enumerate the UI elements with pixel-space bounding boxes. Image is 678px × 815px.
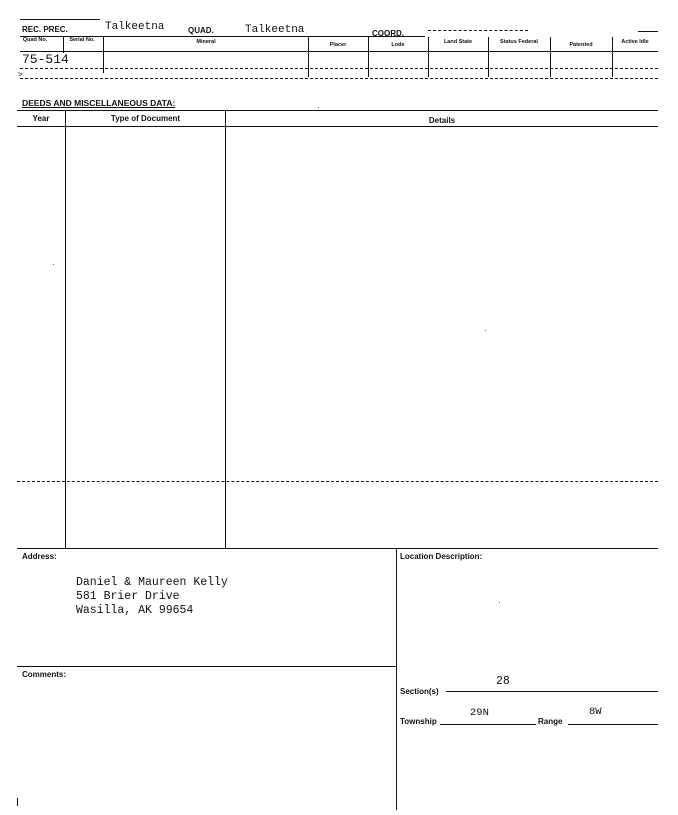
quad-value: Talkeetna: [245, 24, 305, 36]
land-state-header: Land State: [443, 39, 473, 45]
lode-header: Lode: [391, 42, 405, 48]
coord-dashes: [428, 30, 528, 31]
active-idle-header: Active Idle: [621, 39, 649, 45]
section-value: 28: [496, 675, 510, 688]
quad-no-header: Quad No.: [22, 37, 48, 43]
township-value: 29N: [470, 707, 489, 719]
year-column-divider: [65, 110, 66, 548]
type-column-divider: [225, 110, 226, 548]
location-description-label: Location Description:: [400, 552, 483, 561]
rec-prec-label: REC. PREC.: [22, 25, 68, 34]
township-label: Township: [400, 717, 437, 726]
coord-label: COORD.: [372, 29, 404, 38]
address-label: Address:: [22, 552, 57, 561]
address-line-3: Wasilla, AK 99654: [76, 604, 194, 617]
address-location-divider: [396, 548, 397, 810]
patented-header: Patented: [569, 42, 593, 48]
serial-no-header: Serial No.: [69, 37, 95, 43]
range-label: Range: [538, 717, 563, 726]
range-value: 8W: [589, 706, 602, 718]
status-federal-header: Status Federal: [500, 39, 538, 45]
rec-prec-value: Talkeetna: [105, 21, 165, 33]
section-label: Section(s): [400, 687, 439, 696]
quad-serial-value: 75-514: [22, 52, 69, 67]
deeds-dashed-divider: [17, 481, 658, 482]
deeds-title: DEEDS AND MISCELLANEOUS DATA:: [22, 98, 176, 108]
comments-label: Comments:: [22, 670, 67, 679]
year-header: Year: [32, 114, 50, 123]
details-header: Details: [428, 116, 456, 125]
type-of-document-header: Type of Document: [110, 114, 181, 123]
placer-header: Placer: [329, 42, 347, 48]
address-line-2: 581 Brier Drive: [76, 590, 180, 603]
quad-label: QUAD.: [188, 26, 214, 35]
address-line-1: Daniel & Maureen Kelly: [76, 576, 228, 589]
mineral-header: Mineral: [196, 39, 216, 45]
